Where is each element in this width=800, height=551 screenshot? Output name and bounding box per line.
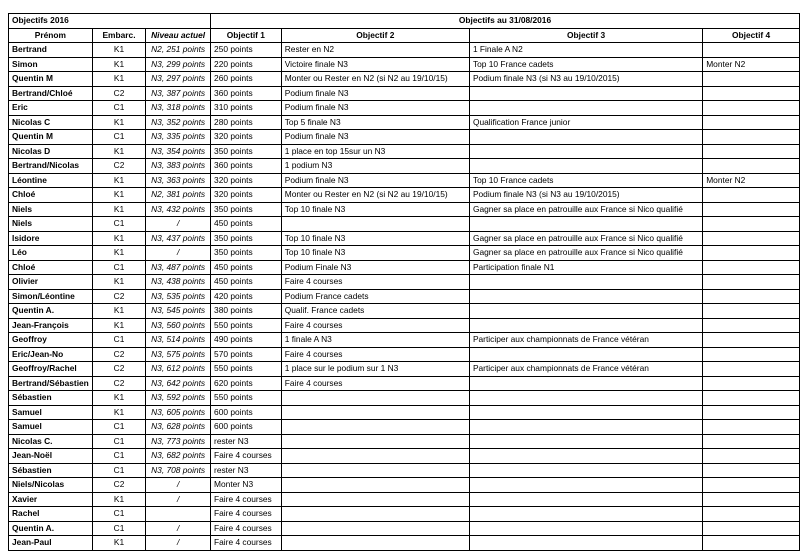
cell-objectif-4: Monter N2	[703, 57, 800, 72]
cell-objectif-2: Faire 4 courses	[281, 347, 469, 362]
cell-prenom: Jean-François	[9, 318, 93, 333]
table-row	[9, 188, 800, 203]
table-row	[9, 391, 800, 406]
cell-embarc: K1	[92, 144, 145, 159]
cell-prenom: Isidore	[9, 231, 93, 246]
cell-embarc: K1	[92, 57, 145, 72]
cell-prenom: Quentin A.	[9, 521, 93, 536]
cell-objectif-2	[281, 536, 469, 551]
cell-niveau: N3, 318 points	[146, 101, 211, 116]
cell-embarc: K1	[92, 202, 145, 217]
objectives-table	[8, 13, 800, 551]
cell-objectif-4	[703, 72, 800, 87]
cell-objectif-1: 350 points	[211, 231, 282, 246]
cell-objectif-4	[703, 536, 800, 551]
cell-embarc: K1	[92, 188, 145, 203]
cell-objectif-1: 450 points	[211, 260, 282, 275]
cell-embarc: C1	[92, 130, 145, 145]
cell-objectif-3	[469, 507, 702, 522]
cell-objectif-1: 380 points	[211, 304, 282, 319]
cell-prenom: Geoffroy	[9, 333, 93, 348]
cell-objectif-2: Podium France cadets	[281, 289, 469, 304]
cell-objectif-1: Faire 4 courses	[211, 449, 282, 464]
cell-niveau: /	[146, 521, 211, 536]
cell-niveau: N3, 383 points	[146, 159, 211, 174]
cell-objectif-3	[469, 391, 702, 406]
cell-embarc: C1	[92, 260, 145, 275]
cell-objectif-4	[703, 478, 800, 493]
cell-prenom: Niels	[9, 217, 93, 232]
cell-objectif-1: Faire 4 courses	[211, 536, 282, 551]
title-right-cell: Objectifs au 31/08/2016	[211, 14, 800, 29]
cell-prenom: Sébastien	[9, 463, 93, 478]
cell-niveau: /	[146, 536, 211, 551]
table-row	[9, 362, 800, 377]
cell-embarc: C1	[92, 101, 145, 116]
cell-objectif-3	[469, 130, 702, 145]
cell-objectif-4	[703, 115, 800, 130]
cell-objectif-3: Podium finale N3 (si N3 au 19/10/2015)	[469, 72, 702, 87]
cell-niveau: N3, 628 points	[146, 420, 211, 435]
cell-objectif-1: 320 points	[211, 188, 282, 203]
cell-niveau: N3, 612 points	[146, 362, 211, 377]
cell-objectif-3	[469, 521, 702, 536]
cell-objectif-1: 260 points	[211, 72, 282, 87]
cell-objectif-4	[703, 405, 800, 420]
table-row	[9, 86, 800, 101]
cell-objectif-4	[703, 275, 800, 290]
table-row	[9, 507, 800, 522]
cell-objectif-1: 420 points	[211, 289, 282, 304]
cell-prenom: Quentin M	[9, 72, 93, 87]
cell-embarc: K1	[92, 275, 145, 290]
table-row	[9, 449, 800, 464]
cell-niveau: N3, 535 points	[146, 289, 211, 304]
cell-objectif-4	[703, 347, 800, 362]
cell-embarc: C1	[92, 434, 145, 449]
cell-niveau: N3, 487 points	[146, 260, 211, 275]
cell-objectif-3	[469, 405, 702, 420]
cell-prenom: Simon	[9, 57, 93, 72]
cell-prenom: Jean-Paul	[9, 536, 93, 551]
cell-objectif-2: Podium finale N3	[281, 101, 469, 116]
table-row	[9, 536, 800, 551]
table-row	[9, 72, 800, 87]
cell-objectif-4	[703, 188, 800, 203]
cell-niveau: N3, 642 points	[146, 376, 211, 391]
cell-objectif-1: Faire 4 courses	[211, 492, 282, 507]
cell-niveau: N3, 387 points	[146, 86, 211, 101]
cell-objectif-1: 600 points	[211, 420, 282, 435]
cell-prenom: Chloé	[9, 260, 93, 275]
table-row	[9, 173, 800, 188]
cell-niveau: /	[146, 246, 211, 261]
cell-objectif-1: 620 points	[211, 376, 282, 391]
cell-objectif-3: Gagner sa place en patrouille aux France si Nico qualifié	[469, 202, 702, 217]
cell-niveau: N3, 514 points	[146, 333, 211, 348]
cell-objectif-4	[703, 289, 800, 304]
cell-niveau: N3, 352 points	[146, 115, 211, 130]
cell-embarc: C2	[92, 347, 145, 362]
cell-embarc: K1	[92, 304, 145, 319]
cell-objectif-4	[703, 362, 800, 377]
cell-objectif-2	[281, 449, 469, 464]
cell-prenom: Sébastien	[9, 391, 93, 406]
cell-objectif-2	[281, 405, 469, 420]
cell-prenom: Chloé	[9, 188, 93, 203]
cell-objectif-1: 360 points	[211, 159, 282, 174]
cell-objectif-3	[469, 289, 702, 304]
cell-objectif-3: Podium finale N3 (si N3 au 19/10/2015)	[469, 188, 702, 203]
cell-prenom: Xavier	[9, 492, 93, 507]
table-row	[9, 318, 800, 333]
cell-prenom: Quentin A.	[9, 304, 93, 319]
table-row	[9, 43, 800, 58]
cell-objectif-3	[469, 86, 702, 101]
cell-objectif-4	[703, 231, 800, 246]
cell-objectif-2: Qualif. France cadets	[281, 304, 469, 319]
cell-objectif-2: Monter ou Rester en N2 (si N2 au 19/10/15)	[281, 188, 469, 203]
table-row	[9, 463, 800, 478]
cell-objectif-3	[469, 217, 702, 232]
cell-niveau: N3, 605 points	[146, 405, 211, 420]
cell-objectif-3: Participer aux championnats de France vétéran	[469, 333, 702, 348]
cell-embarc: C1	[92, 449, 145, 464]
cell-objectif-2: 1 place en top 15sur un N3	[281, 144, 469, 159]
cell-objectif-3	[469, 347, 702, 362]
cell-objectif-4	[703, 420, 800, 435]
cell-objectif-3	[469, 478, 702, 493]
cell-niveau: N3, 432 points	[146, 202, 211, 217]
table-row	[9, 246, 800, 261]
cell-prenom: Rachel	[9, 507, 93, 522]
cell-niveau: N3, 708 points	[146, 463, 211, 478]
cell-embarc: C1	[92, 217, 145, 232]
cell-objectif-3: 1 Finale A N2	[469, 43, 702, 58]
cell-niveau: N3, 438 points	[146, 275, 211, 290]
cell-objectif-4	[703, 318, 800, 333]
cell-objectif-1: 550 points	[211, 318, 282, 333]
cell-embarc: K1	[92, 492, 145, 507]
cell-prenom: Nicolas C.	[9, 434, 93, 449]
cell-niveau: N3, 299 points	[146, 57, 211, 72]
cell-objectif-4	[703, 246, 800, 261]
cell-objectif-3	[469, 420, 702, 435]
title-row	[9, 14, 800, 29]
cell-objectif-2: 1 finale A N3	[281, 333, 469, 348]
cell-niveau: N3, 575 points	[146, 347, 211, 362]
cell-objectif-2	[281, 434, 469, 449]
cell-objectif-3: Gagner sa place en patrouille aux France si Nico qualifié	[469, 231, 702, 246]
cell-objectif-1: 550 points	[211, 362, 282, 377]
cell-objectif-1: 600 points	[211, 405, 282, 420]
cell-objectif-1: Monter N3	[211, 478, 282, 493]
cell-objectif-1: rester N3	[211, 434, 282, 449]
cell-embarc: K1	[92, 536, 145, 551]
cell-objectif-2: Podium Finale N3	[281, 260, 469, 275]
cell-embarc: C2	[92, 289, 145, 304]
cell-prenom: Léo	[9, 246, 93, 261]
cell-objectif-4	[703, 101, 800, 116]
table-row	[9, 57, 800, 72]
cell-embarc: C1	[92, 420, 145, 435]
cell-embarc: K1	[92, 173, 145, 188]
table-row	[9, 275, 800, 290]
cell-niveau	[146, 507, 211, 522]
table-body	[9, 43, 800, 551]
cell-prenom: Nicolas D	[9, 144, 93, 159]
table-row	[9, 405, 800, 420]
cell-embarc: K1	[92, 72, 145, 87]
cell-niveau: N3, 297 points	[146, 72, 211, 87]
cell-objectif-3	[469, 376, 702, 391]
title-left-cell: Objectifs 2016	[9, 14, 211, 29]
cell-objectif-3: Participation finale N1	[469, 260, 702, 275]
cell-embarc: C2	[92, 159, 145, 174]
cell-objectif-4	[703, 463, 800, 478]
cell-niveau: N2, 381 points	[146, 188, 211, 203]
table-row	[9, 434, 800, 449]
cell-embarc: C2	[92, 86, 145, 101]
cell-prenom: Samuel	[9, 405, 93, 420]
cell-prenom: Samuel	[9, 420, 93, 435]
cell-niveau: N3, 545 points	[146, 304, 211, 319]
cell-objectif-3: Qualification France junior	[469, 115, 702, 130]
cell-objectif-3: Participer aux championnats de France vétéran	[469, 362, 702, 377]
cell-objectif-2: Podium finale N3	[281, 86, 469, 101]
table-row	[9, 521, 800, 536]
cell-objectif-1: rester N3	[211, 463, 282, 478]
cell-objectif-1: 220 points	[211, 57, 282, 72]
cell-objectif-3: Gagner sa place en patrouille aux France si Nico qualifié	[469, 246, 702, 261]
table-row	[9, 101, 800, 116]
cell-embarc: C1	[92, 463, 145, 478]
header-objectif-1: Objectif 1	[211, 28, 282, 43]
cell-embarc: C2	[92, 478, 145, 493]
cell-objectif-2: Top 10 finale N3	[281, 231, 469, 246]
cell-prenom: Niels/Nicolas	[9, 478, 93, 493]
cell-prenom: Bertrand/Nicolas	[9, 159, 93, 174]
cell-prenom: Jean-Noël	[9, 449, 93, 464]
cell-niveau: N3, 335 points	[146, 130, 211, 145]
cell-embarc: C1	[92, 333, 145, 348]
cell-objectif-3: Top 10 France cadets	[469, 173, 702, 188]
cell-embarc: K1	[92, 43, 145, 58]
cell-objectif-3	[469, 101, 702, 116]
cell-prenom: Eric/Jean-No	[9, 347, 93, 362]
cell-objectif-4	[703, 507, 800, 522]
cell-prenom: Eric	[9, 101, 93, 116]
cell-prenom: Olivier	[9, 275, 93, 290]
cell-objectif-2: Faire 4 courses	[281, 376, 469, 391]
cell-niveau: N3, 592 points	[146, 391, 211, 406]
cell-niveau: N3, 773 points	[146, 434, 211, 449]
cell-objectif-4	[703, 217, 800, 232]
cell-niveau: N3, 354 points	[146, 144, 211, 159]
cell-objectif-1: 350 points	[211, 202, 282, 217]
cell-objectif-4	[703, 304, 800, 319]
table-row	[9, 217, 800, 232]
cell-objectif-4	[703, 144, 800, 159]
cell-niveau: N2, 251 points	[146, 43, 211, 58]
cell-objectif-2: Victoire finale N3	[281, 57, 469, 72]
cell-prenom: Geoffroy/Rachel	[9, 362, 93, 377]
cell-embarc: K1	[92, 391, 145, 406]
table-row	[9, 478, 800, 493]
cell-objectif-4	[703, 130, 800, 145]
cell-objectif-1: 550 points	[211, 391, 282, 406]
cell-objectif-1: 360 points	[211, 86, 282, 101]
cell-prenom: Bertrand/Chloé	[9, 86, 93, 101]
cell-objectif-2: Faire 4 courses	[281, 318, 469, 333]
cell-objectif-2: Top 5 finale N3	[281, 115, 469, 130]
header-objectif-4: Objectif 4	[703, 28, 800, 43]
cell-objectif-1: 350 points	[211, 144, 282, 159]
cell-prenom: Nicolas C	[9, 115, 93, 130]
cell-embarc: C2	[92, 376, 145, 391]
cell-objectif-2	[281, 420, 469, 435]
cell-objectif-3	[469, 275, 702, 290]
cell-objectif-2: Top 10 finale N3	[281, 246, 469, 261]
cell-objectif-1: 570 points	[211, 347, 282, 362]
cell-embarc: C1	[92, 521, 145, 536]
cell-objectif-3	[469, 449, 702, 464]
table-row	[9, 289, 800, 304]
cell-niveau: /	[146, 217, 211, 232]
cell-objectif-4	[703, 376, 800, 391]
cell-objectif-3	[469, 434, 702, 449]
cell-objectif-2	[281, 217, 469, 232]
header-niveau: Niveau actuel	[146, 28, 211, 43]
cell-objectif-4	[703, 434, 800, 449]
cell-embarc: K1	[92, 318, 145, 333]
cell-objectif-2: Podium finale N3	[281, 173, 469, 188]
cell-prenom: Simon/Léontine	[9, 289, 93, 304]
table-row	[9, 420, 800, 435]
cell-niveau: N3, 682 points	[146, 449, 211, 464]
cell-objectif-3	[469, 144, 702, 159]
cell-embarc: K1	[92, 115, 145, 130]
cell-embarc: C2	[92, 362, 145, 377]
cell-objectif-2	[281, 492, 469, 507]
table-row	[9, 304, 800, 319]
cell-objectif-4: Monter N2	[703, 173, 800, 188]
cell-objectif-2: Rester en N2	[281, 43, 469, 58]
cell-objectif-2: Top 10 finale N3	[281, 202, 469, 217]
table-row	[9, 492, 800, 507]
table-row	[9, 231, 800, 246]
cell-niveau: N3, 363 points	[146, 173, 211, 188]
cell-niveau: /	[146, 478, 211, 493]
cell-embarc: K1	[92, 246, 145, 261]
cell-embarc: K1	[92, 231, 145, 246]
cell-objectif-1: Faire 4 courses	[211, 507, 282, 522]
table-row	[9, 347, 800, 362]
cell-prenom: Bertrand/Sébastien	[9, 376, 93, 391]
cell-objectif-2	[281, 463, 469, 478]
header-objectif-3: Objectif 3	[469, 28, 702, 43]
cell-objectif-2: Faire 4 courses	[281, 275, 469, 290]
cell-objectif-1: 450 points	[211, 275, 282, 290]
cell-objectif-4	[703, 159, 800, 174]
cell-objectif-2	[281, 507, 469, 522]
cell-prenom: Bertrand	[9, 43, 93, 58]
cell-objectif-2	[281, 391, 469, 406]
cell-objectif-3	[469, 304, 702, 319]
cell-objectif-1: 450 points	[211, 217, 282, 232]
cell-objectif-2	[281, 521, 469, 536]
cell-objectif-3	[469, 159, 702, 174]
cell-objectif-4	[703, 449, 800, 464]
cell-embarc: K1	[92, 405, 145, 420]
table-row	[9, 260, 800, 275]
cell-prenom: Niels	[9, 202, 93, 217]
cell-objectif-3	[469, 318, 702, 333]
header-row	[9, 28, 800, 43]
cell-objectif-4	[703, 202, 800, 217]
cell-objectif-4	[703, 521, 800, 536]
cell-objectif-2: 1 podium N3	[281, 159, 469, 174]
table-row	[9, 130, 800, 145]
cell-objectif-1: 350 points	[211, 246, 282, 261]
cell-objectif-1: 280 points	[211, 115, 282, 130]
cell-objectif-2: Monter ou Rester en N2 (si N2 au 19/10/15)	[281, 72, 469, 87]
header-prenom: Prénom	[9, 28, 93, 43]
cell-objectif-1: 490 points	[211, 333, 282, 348]
cell-objectif-3	[469, 536, 702, 551]
cell-objectif-3	[469, 463, 702, 478]
cell-objectif-1: 250 points	[211, 43, 282, 58]
header-objectif-2: Objectif 2	[281, 28, 469, 43]
cell-prenom: Léontine	[9, 173, 93, 188]
cell-objectif-1: Faire 4 courses	[211, 521, 282, 536]
table-row	[9, 159, 800, 174]
cell-objectif-4	[703, 391, 800, 406]
cell-prenom: Quentin M	[9, 130, 93, 145]
cell-objectif-2	[281, 478, 469, 493]
table-row	[9, 202, 800, 217]
cell-objectif-4	[703, 43, 800, 58]
cell-objectif-4	[703, 492, 800, 507]
cell-objectif-3: Top 10 France cadets	[469, 57, 702, 72]
cell-objectif-4	[703, 86, 800, 101]
cell-niveau: N3, 560 points	[146, 318, 211, 333]
table-row	[9, 376, 800, 391]
table-row	[9, 144, 800, 159]
table-row	[9, 333, 800, 348]
cell-objectif-1: 310 points	[211, 101, 282, 116]
cell-objectif-2: Podium finale N3	[281, 130, 469, 145]
cell-objectif-2: 1 place sur le podium sur 1 N3	[281, 362, 469, 377]
cell-embarc: C1	[92, 507, 145, 522]
header-embarc: Embarc.	[92, 28, 145, 43]
cell-objectif-1: 320 points	[211, 130, 282, 145]
cell-niveau: N3, 437 points	[146, 231, 211, 246]
table-row	[9, 115, 800, 130]
cell-niveau: /	[146, 492, 211, 507]
cell-objectif-3	[469, 492, 702, 507]
cell-objectif-4	[703, 333, 800, 348]
cell-objectif-4	[703, 260, 800, 275]
cell-objectif-1: 320 points	[211, 173, 282, 188]
